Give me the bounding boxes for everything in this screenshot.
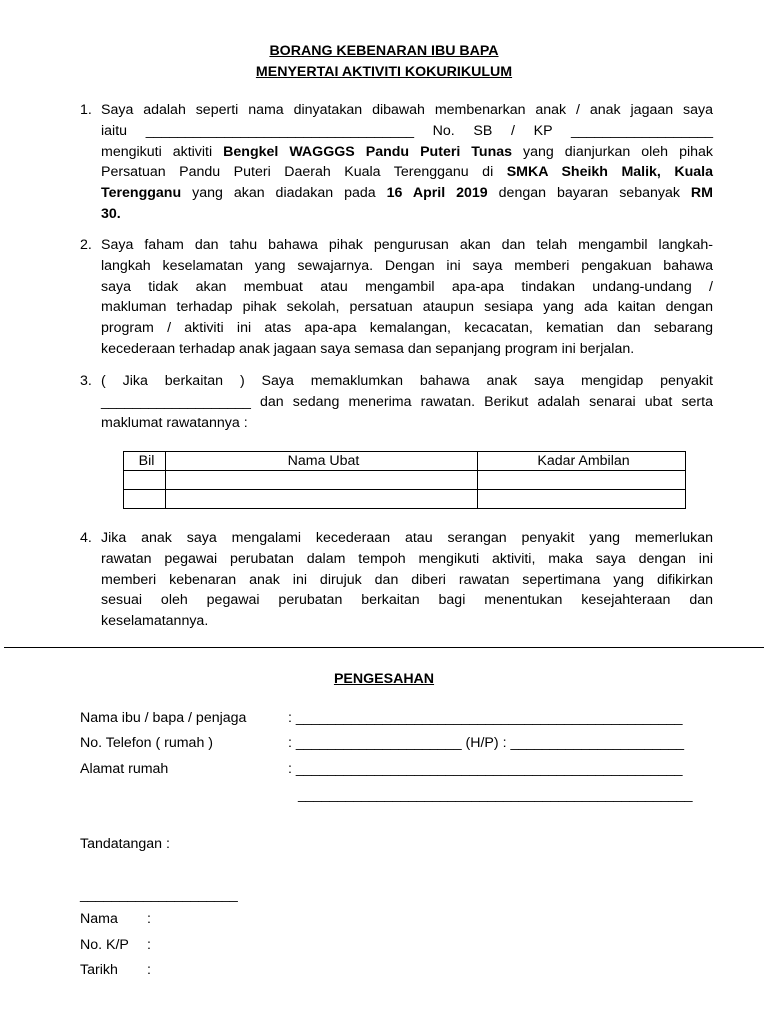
- item-paragraph-1: [101, 100, 713, 225]
- item2-line6: kecederaan terhadap anak jagaan saya semasa dan sepanjang program ini berjalan.: [101, 340, 635, 357]
- item2-line5: program / aktiviti ini atas apa-apa kemalangan, kecacatan, kematian dan sebarang: [101, 320, 713, 337]
- item1-text: yang akan diadakan pada: [181, 185, 387, 202]
- child-name-blank[interactable]: __________________________________: [145, 122, 414, 139]
- item3-text: dan sedang menerima rawatan. Berikut adalah senarai ubat serta: [250, 393, 713, 410]
- sign-date-label: Tarikh: [80, 962, 118, 978]
- activity-date: 16 April 2019: [386, 185, 488, 202]
- item2-line2: langkah keselamatan yang sewajarnya. Dengan ini saya memberi pengakuan bahawa: [101, 257, 713, 274]
- item1-line4: [101, 162, 713, 183]
- table-header-bil: Bil: [124, 452, 166, 471]
- item1-text: yang dianjurkan oleh pihak: [512, 143, 713, 160]
- table-cell[interactable]: [166, 490, 478, 509]
- table-header-kadar-ambilan: Kadar Ambilan: [478, 452, 686, 471]
- item1-line5: [101, 183, 713, 204]
- item4-line4: sesuai oleh pegawai perubatan berkaitan bagi menentukan kesejahteraan dan: [101, 592, 713, 609]
- form-title-line2: MENYERTAI AKTIVITI KOKURIKULUM: [255, 64, 513, 80]
- section-divider: [4, 647, 764, 648]
- item3-line2: [101, 392, 713, 413]
- medication-table: [123, 451, 686, 509]
- item4-line5: keselamatannya.: [101, 613, 209, 630]
- form-title-line1: BORANG KEBENARAN IBU BAPA: [269, 43, 499, 59]
- item4-line3: memberi kebenaran anak ini dirujuk dan diberi rawatan sepertimana yang difikirkan: [101, 571, 713, 588]
- item1-line2: [101, 121, 713, 142]
- venue-name-cont: Terengganu: [101, 185, 182, 202]
- sb-label: SB: [473, 122, 493, 139]
- item1-line1: Saya adalah seperti nama dinyatakan dibawah membenarkan anak / anak jagaan saya: [101, 102, 713, 118]
- address-field[interactable]: : _________________________________________________: [288, 761, 683, 777]
- signature-label: Tandatangan :: [80, 836, 170, 852]
- venue-name: SMKA Sheikh Malik, Kuala: [506, 164, 713, 181]
- item-number-1: 1.: [80, 102, 92, 118]
- table-cell[interactable]: [166, 471, 478, 490]
- table-cell[interactable]: [124, 471, 166, 490]
- table-row: [124, 471, 686, 490]
- item-number-4: 4.: [80, 530, 92, 546]
- item-paragraph-3: [101, 371, 713, 433]
- pengesahan-heading: PENGESAHAN: [333, 671, 435, 687]
- item-number-2: 2.: [80, 237, 92, 253]
- item2-line1: Saya faham dan tahu bahawa pihak pengurusan akan dan telah mengambil langkah-: [101, 237, 713, 253]
- kp-label: KP: [533, 122, 553, 139]
- address-label: Alamat rumah: [80, 761, 169, 777]
- sign-name-label: Nama: [80, 911, 118, 927]
- fee-currency: RM: [690, 185, 713, 202]
- slash: /: [511, 122, 515, 139]
- item-paragraph-2: [101, 235, 713, 360]
- item1-text: mengikuti aktiviti: [101, 143, 224, 160]
- item-number-3: 3.: [80, 373, 92, 389]
- sign-kp-label: No. K/P: [80, 937, 129, 953]
- parent-name-label: Nama ibu / bapa / penjaga: [80, 710, 247, 726]
- phone-label: No. Telefon ( rumah ): [80, 735, 213, 751]
- table-cell[interactable]: [478, 471, 686, 490]
- item-paragraph-4: [101, 528, 713, 632]
- parent-name-field[interactable]: : _________________________________________________: [288, 710, 683, 726]
- table-header-row: [124, 452, 686, 471]
- item1-text: dengan bayaran sebanyak: [487, 185, 691, 202]
- table-header-nama-ubat: Nama Ubat: [166, 452, 478, 471]
- item2-line3: saya tidak akan membuat atau mengambil apa-apa tindakan undang-undang /: [101, 278, 713, 295]
- phone-field[interactable]: : _____________________ (H/P) : ______________________: [288, 735, 685, 751]
- table-row: [124, 490, 686, 509]
- address-field-line2[interactable]: __________________________________________________: [298, 787, 693, 803]
- item4-line1: Jika anak saya mengalami kecederaan atau serangan penyakit yang memerlukan: [101, 530, 713, 546]
- fee-amount: 30.: [101, 205, 121, 222]
- table-cell[interactable]: [478, 490, 686, 509]
- no-label: No.: [432, 122, 455, 139]
- sb-kp-blank[interactable]: __________________: [570, 122, 714, 139]
- sign-name-colon: :: [147, 911, 151, 927]
- item1-line6: [101, 204, 713, 225]
- illness-blank[interactable]: ___________________: [101, 393, 251, 410]
- sign-date-colon: :: [147, 962, 151, 978]
- item3-line3: maklumat rawatannya :: [101, 414, 248, 431]
- iaitu-label: iaitu: [101, 122, 128, 139]
- sign-kp-colon: :: [147, 937, 151, 953]
- item1-line3: [101, 142, 713, 163]
- item3-line1: ( Jika berkaitan ) Saya memaklumkan bahawa anak saya mengidap penyakit: [101, 373, 713, 389]
- item2-line4: makluman terhadap pihak sekolah, persatuan ataupun sesiapa yang ada kaitan dengan: [101, 299, 713, 316]
- table-cell[interactable]: [124, 490, 166, 509]
- item1-text: Persatuan Pandu Puteri Daerah Kuala Terengganu di: [101, 164, 507, 181]
- signature-line[interactable]: ____________________: [80, 887, 238, 903]
- activity-name: Bengkel WAGGGS Pandu Puteri Tunas: [223, 143, 513, 160]
- item4-line2: rawatan pegawai perubatan dalam tempoh mengikuti aktiviti, maka saya dengan ini: [101, 550, 713, 567]
